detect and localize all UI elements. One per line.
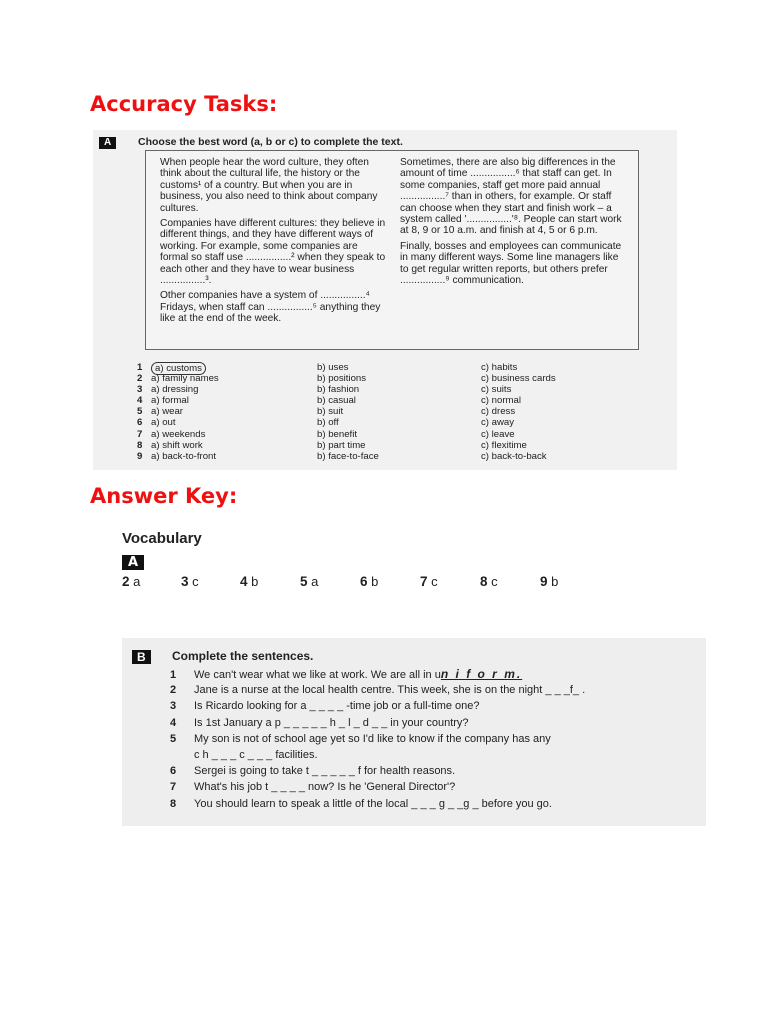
answer-item bbox=[300, 574, 318, 589]
option-row bbox=[137, 384, 667, 395]
answer-number: 9 bbox=[540, 574, 548, 589]
answer-item bbox=[181, 574, 199, 589]
option-b: b) face-to-face bbox=[317, 450, 379, 462]
option-number: 8 bbox=[137, 439, 143, 451]
sentence-number: 1 bbox=[170, 669, 177, 681]
sentence-text: Is 1st January a p _ _ _ _ _ h _ l _ d _ _ in your country? bbox=[194, 716, 469, 729]
option-number: 2 bbox=[137, 373, 143, 385]
sentence-number: 8 bbox=[170, 797, 177, 810]
option-c: c) normal bbox=[481, 395, 521, 407]
sentence bbox=[170, 668, 522, 682]
option-row bbox=[137, 373, 667, 384]
paragraph: When people hear the word culture, they often think about the cultural life, the history or the customs¹ of a country. But when you are in business, you also need to think about company cultures. bbox=[160, 157, 378, 214]
option-row bbox=[137, 451, 667, 462]
vocabulary-section-label: A bbox=[122, 555, 144, 570]
sentence-text: c h _ _ _ c _ _ _ facilities. bbox=[194, 749, 318, 761]
sentence-text: Jane is a nurse at the local health centre. This week, she is on the night _ _ _f_ . bbox=[194, 684, 586, 697]
sentence bbox=[170, 798, 552, 811]
vocabulary-title: Vocabulary bbox=[122, 530, 202, 547]
option-b: b) part time bbox=[317, 439, 366, 451]
paragraph: Companies have different cultures: they believe in different things, and they have different ways of working. For example, some companies are formal so staff use ................² when they speak to each other and they have to wear business ................³. bbox=[160, 218, 386, 287]
answer-item bbox=[240, 574, 258, 589]
answer-number: 7 bbox=[420, 574, 428, 589]
answer-letter: b bbox=[251, 574, 259, 589]
exercise-a-text-box bbox=[145, 150, 639, 350]
option-c: c) business cards bbox=[481, 373, 556, 385]
exercise-a-options bbox=[137, 362, 667, 462]
option-number: 3 bbox=[137, 384, 143, 396]
answer-letter: b bbox=[551, 574, 559, 589]
answer-key-heading: Answer Key: bbox=[90, 484, 238, 508]
answer-letter: a bbox=[311, 574, 319, 589]
sentence-text: What's his job t _ _ _ _ now? Is he 'General Director'? bbox=[194, 781, 456, 794]
option-c: c) leave bbox=[481, 428, 515, 440]
exercise-b-instruction: Complete the sentences. bbox=[172, 649, 314, 663]
sentence-text: You should learn to speak a little of the local _ _ _ g _ _g _ before you go. bbox=[194, 797, 552, 810]
answer-letter: b bbox=[371, 574, 379, 589]
option-b: b) positions bbox=[317, 373, 367, 385]
sentence bbox=[170, 717, 469, 730]
option-row bbox=[137, 362, 667, 373]
answer-item bbox=[360, 574, 378, 589]
option-a: a) weekends bbox=[151, 428, 206, 440]
handwritten-answer: n i f o r m. bbox=[440, 667, 523, 681]
option-c: c) habits bbox=[481, 362, 518, 373]
sentence bbox=[170, 700, 480, 713]
exercise-a-instruction: Choose the best word (a, b or c) to complete the text. bbox=[138, 136, 403, 148]
answer-number: 4 bbox=[240, 574, 248, 589]
option-b: b) fashion bbox=[317, 384, 360, 396]
sentence-number: 2 bbox=[170, 684, 177, 697]
option-c: c) dress bbox=[481, 406, 516, 418]
option-a: a) out bbox=[151, 417, 176, 429]
exercise-a-label: A bbox=[99, 137, 116, 149]
text-column-right bbox=[400, 157, 628, 290]
sentence-text: We can't wear what we like at work. We are all in u bbox=[194, 669, 441, 681]
sentence-number: 5 bbox=[170, 732, 177, 745]
option-a: a) customs bbox=[151, 362, 206, 375]
option-number: 5 bbox=[137, 406, 143, 418]
answer-letter: c bbox=[192, 574, 199, 589]
option-b: b) suit bbox=[317, 406, 344, 418]
option-row bbox=[137, 406, 667, 417]
option-a: a) formal bbox=[151, 395, 189, 407]
option-row bbox=[137, 440, 667, 451]
sentence-text: My son is not of school age yet so I'd like to know if the company has any bbox=[194, 732, 551, 745]
sentence-number: 3 bbox=[170, 700, 177, 713]
option-b: b) casual bbox=[317, 395, 356, 407]
answer-letter: c bbox=[431, 574, 438, 589]
option-c: c) back-to-back bbox=[481, 450, 547, 462]
paragraph: Finally, bosses and employees can communicate in many different ways. Some line managers like to get regular written reports, but others prefer ................⁹ communication. bbox=[400, 240, 622, 287]
answer-number: 8 bbox=[480, 574, 488, 589]
option-row bbox=[137, 429, 667, 440]
answer-number: 2 bbox=[122, 574, 130, 589]
option-number: 7 bbox=[137, 428, 143, 440]
sentence bbox=[170, 749, 318, 762]
text-column-left bbox=[160, 157, 388, 329]
sentence-text: Sergei is going to take t _ _ _ _ _ f for health reasons. bbox=[194, 765, 456, 778]
exercise-b-label: B bbox=[132, 650, 151, 664]
exercise-a-scan bbox=[93, 130, 677, 470]
option-c: c) flexitime bbox=[481, 439, 527, 451]
paragraph: Sometimes, there are also big differences in the amount of time ................⁶ that staff can get. In some companies, staff get more paid annual ................⁷ than in others, for example. Or staff can choose when they start and finish work – a system called '................'⁸. People can start work at 8, 9 or 10 a.m. and finish at 4, 5 or 6 p.m. bbox=[400, 157, 622, 237]
option-number: 1 bbox=[137, 362, 143, 373]
option-a: a) shift work bbox=[151, 439, 203, 451]
sentence-number: 6 bbox=[170, 765, 177, 778]
exercise-b-scan bbox=[122, 638, 706, 826]
paragraph: Other companies have a system of ................⁴ Fridays, when staff can ................⁵ anything they like at the end of the week. bbox=[160, 290, 381, 325]
answer-item bbox=[540, 574, 558, 589]
option-a: a) wear bbox=[151, 406, 183, 418]
answer-number: 3 bbox=[181, 574, 189, 589]
answer-number: 5 bbox=[300, 574, 308, 589]
answer-letter: a bbox=[133, 574, 141, 589]
option-b: b) uses bbox=[317, 362, 349, 373]
vocabulary-answers bbox=[122, 574, 642, 592]
option-row bbox=[137, 395, 667, 406]
sentence-number: 4 bbox=[170, 716, 177, 729]
answer-item bbox=[480, 574, 498, 589]
option-a: a) dressing bbox=[151, 384, 199, 396]
sentence bbox=[170, 733, 551, 746]
answer-letter: c bbox=[491, 574, 498, 589]
answer-number: 6 bbox=[360, 574, 368, 589]
option-c: c) away bbox=[481, 417, 515, 429]
sentence-number: 7 bbox=[170, 781, 177, 794]
option-a: a) back-to-front bbox=[151, 450, 217, 462]
accuracy-tasks-heading: Accuracy Tasks: bbox=[90, 92, 278, 116]
option-number: 9 bbox=[137, 450, 143, 462]
option-b: b) benefit bbox=[317, 428, 358, 440]
option-number: 6 bbox=[137, 417, 143, 429]
option-row bbox=[137, 417, 667, 428]
sentence bbox=[170, 781, 455, 794]
sentence-text: Is Ricardo looking for a _ _ _ _ -time job or a full-time one? bbox=[194, 700, 480, 713]
sentence bbox=[170, 684, 585, 697]
option-b: b) off bbox=[317, 417, 339, 429]
option-c: c) suits bbox=[481, 384, 512, 396]
option-a: a) family names bbox=[151, 373, 219, 385]
option-number: 4 bbox=[137, 395, 143, 407]
answer-item bbox=[122, 574, 140, 589]
sentence bbox=[170, 765, 455, 778]
answer-item bbox=[420, 574, 438, 589]
